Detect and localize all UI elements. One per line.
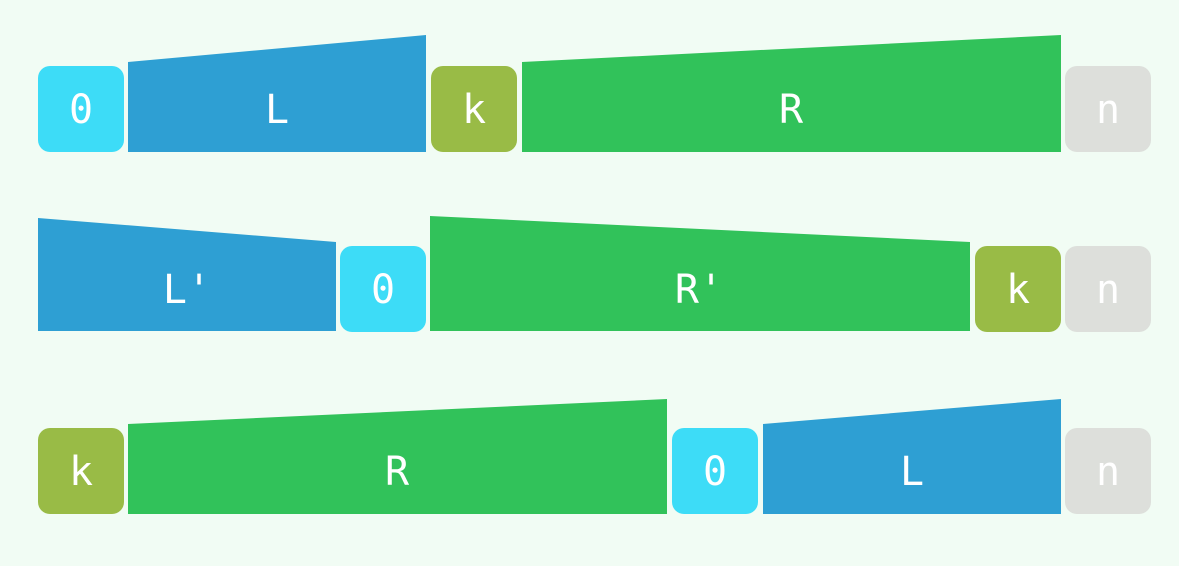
row-3-index-label: 0 — [702, 449, 728, 495]
row-1-index-label: 0 — [68, 87, 94, 133]
row-2 — [38, 216, 1151, 332]
row-3-segment-r-label: R — [384, 449, 410, 495]
row-2-index-label: 0 — [370, 267, 396, 313]
row-3 — [38, 399, 1151, 514]
row-2-pivot-label: k — [1005, 267, 1031, 313]
row-2-end-label: n — [1095, 267, 1121, 313]
row-2-segment-l-prime-label: L' — [162, 267, 212, 313]
row-3-end-label: n — [1095, 449, 1121, 495]
row-1-segment-l-label: L — [264, 87, 290, 133]
row-3-segment-l-label: L — [899, 449, 925, 495]
row-1-end-label: n — [1095, 87, 1121, 133]
row-3-pivot-label: k — [68, 449, 94, 495]
row-1-pivot-label: k — [461, 87, 487, 133]
row-1-segment-r-label: R — [778, 87, 804, 133]
row-2-segment-r-prime-label: R' — [674, 267, 724, 313]
row-1 — [38, 35, 1151, 152]
